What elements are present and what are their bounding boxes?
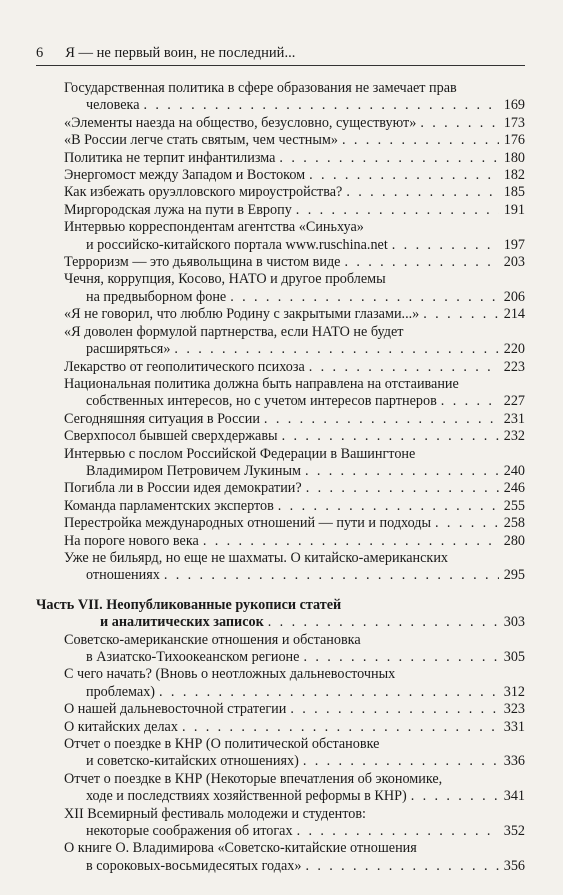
dot-leader (309, 167, 499, 184)
toc-entry-line (64, 463, 525, 480)
toc-entry-title: Перестройка международных отношений — пути и подходы (64, 515, 432, 532)
toc-entry-line (64, 632, 525, 649)
dot-leader (342, 132, 499, 149)
dot-leader (303, 649, 499, 666)
running-title: Я — не первый воин, не последний... (65, 45, 296, 61)
dot-leader (297, 823, 499, 840)
toc-entry-title: «Элементы наезда на общество, безусловно, существуют» (64, 114, 417, 131)
toc-page-number: 246 (503, 480, 525, 497)
toc-entry-title: Сверхпосол бывшей сверхдержавы (64, 428, 278, 445)
dot-leader (230, 289, 499, 306)
dot-leader (182, 719, 499, 736)
toc-entry (64, 515, 525, 532)
toc-page-number: 258 (503, 515, 525, 532)
toc-entry-line (64, 254, 525, 271)
toc-entry-line (64, 533, 525, 550)
toc-page-number: 182 (503, 167, 525, 184)
toc-entry-line (64, 550, 525, 567)
toc-entry-line (64, 684, 525, 701)
dot-leader (282, 428, 499, 445)
toc-entry-title: Часть VII. Неопубликованные рукописи статей (36, 596, 342, 613)
toc-entry-line (64, 666, 525, 683)
toc-page-number: 180 (503, 149, 525, 166)
toc-entry-title: в сороковых-восьмидесятых годах» (86, 857, 302, 874)
toc-entry-title: в Азиатско-Тихоокеанском регионе (86, 649, 300, 665)
toc-page-number: 220 (503, 341, 525, 358)
toc-entry-title: Национальная политика должна быть направлена на отстаивание (64, 375, 459, 392)
toc-entry-line (64, 428, 525, 445)
toc-entry-title: расширяться» (86, 341, 171, 358)
toc-entry-line (64, 567, 525, 584)
toc-entry-line (64, 840, 525, 857)
toc-entry (64, 666, 525, 701)
toc-entry-line (64, 80, 525, 97)
toc-entry-line (64, 411, 525, 428)
toc-entry-line (64, 184, 525, 201)
dot-leader (305, 463, 499, 480)
toc-entry (64, 840, 525, 875)
toc-page-number: 336 (503, 753, 525, 770)
toc-entry (64, 376, 525, 411)
toc-entry-line (64, 324, 525, 341)
toc-entry-title: О китайских делах (64, 718, 178, 735)
toc-entry-title: проблемах) (86, 683, 156, 700)
dot-leader (411, 788, 499, 805)
dot-leader (346, 184, 499, 201)
toc-page-number: 356 (503, 857, 525, 874)
toc-entry (64, 184, 525, 201)
toc-entry (64, 80, 525, 115)
toc-entry-title: XII Всемирный фестиваль молодежи и студентов: (64, 805, 366, 822)
toc-entry-title: Уже не бильярд, но еще не шахматы. О китайско-американских (64, 549, 449, 566)
toc-entry-line (64, 753, 525, 770)
dot-leader (392, 237, 499, 254)
toc-entry-line (64, 806, 525, 823)
toc-entry (64, 306, 525, 323)
toc-entry (64, 219, 525, 254)
toc-page-number: 176 (503, 132, 525, 149)
toc-page-number: 352 (503, 823, 525, 840)
toc-entry-line (64, 237, 525, 254)
toc-entry (64, 736, 525, 771)
toc-entry-line (64, 271, 525, 288)
dot-leader (296, 202, 499, 219)
toc-entry-line (36, 614, 525, 631)
dot-leader (441, 393, 499, 410)
toc-entry-title: и советско-китайских отношениях) (86, 753, 299, 770)
page-number: 6 (36, 45, 44, 61)
toc-page-number: 303 (503, 614, 525, 631)
toc-entry-title: Отчет о поездке в КНР (О политической обстановке (64, 736, 380, 753)
toc-entry-title: Государственная политика в сфере образования не замечает прав (64, 80, 457, 96)
toc-entry (64, 132, 525, 149)
toc-entry-title: Интервью с послом Российской Федерации в Вашингтоне (64, 445, 416, 462)
toc-entry-line (64, 393, 525, 410)
toc-entry-title: Чечня, коррупция, Косово, НАТО и другое проблемы (64, 271, 386, 288)
toc-entry-title: Как избежать оруэлловского мироустройства? (64, 184, 343, 201)
toc-entry (64, 167, 525, 184)
toc-entry-title: Отчет о поездке в КНР (Некоторые впечатления об экономике, (64, 770, 443, 787)
dot-leader (174, 341, 499, 358)
toc-entry-line (64, 701, 525, 718)
dot-leader (344, 254, 499, 271)
toc-entry-title: и аналитических записок (100, 614, 264, 631)
toc-entry-title: ходе и последствиях хозяйственной реформы в КНР) (86, 788, 407, 805)
toc-entry (64, 719, 525, 736)
toc-page-number: 305 (503, 649, 525, 665)
toc-entry-title: человека (86, 97, 140, 114)
toc-entry-title: Миргородская лужа на пути в Европу (64, 201, 292, 218)
toc-entry-title: собственных интересов, но с учетом интересов партнеров (86, 393, 437, 410)
dot-leader (264, 411, 499, 428)
toc-entry-title: Политика не терпит инфантилизма (64, 149, 276, 166)
toc-entry-line (64, 219, 525, 236)
toc-entry (64, 446, 525, 481)
toc-entry-title: на предвыборном фоне (86, 288, 227, 305)
toc-entry (64, 202, 525, 219)
toc-entry-line (64, 498, 525, 515)
toc-entry-title: «В России легче стать святым, чем честным» (64, 132, 338, 149)
dot-leader (435, 515, 499, 532)
toc-entry-line (64, 649, 525, 666)
toc-entry (64, 806, 525, 841)
toc-entry (64, 550, 525, 585)
toc-entry-line (64, 341, 525, 358)
toc-entry (64, 411, 525, 428)
toc-page-number: 231 (503, 410, 525, 427)
dot-leader (303, 753, 499, 770)
toc-entry-line (64, 202, 525, 219)
dot-leader (309, 359, 499, 376)
table-of-contents (36, 80, 525, 875)
toc-entry-line (64, 858, 525, 875)
toc-entry-title: «Я доволен формулой партнерства, если НАТО не будет (64, 323, 404, 340)
toc-entry-title: «Я не говорил, что люблю Родину с закрытыми глазами...» (64, 306, 420, 323)
toc-page-number: 312 (503, 683, 525, 700)
dot-leader (144, 97, 500, 114)
toc-entry-line (64, 167, 525, 184)
toc-page-number: 255 (503, 497, 525, 514)
toc-entry-title: Владимиром Петровичем Лукиным (86, 462, 301, 479)
toc-page-number: 206 (503, 288, 525, 305)
toc-entry (64, 632, 525, 667)
toc-entry (64, 271, 525, 306)
toc-entry-title: Команда парламентских экспертов (64, 497, 274, 514)
toc-page-number: 323 (503, 701, 525, 718)
toc-entry-line (64, 719, 525, 736)
toc-page-number: 203 (503, 254, 525, 271)
toc-entry (64, 254, 525, 271)
toc-entry-line (64, 132, 525, 149)
toc-page-number: 295 (503, 567, 525, 584)
toc-entry-line (64, 823, 525, 840)
toc-entry-title: и российско-китайского портала www.ruschina.net (86, 236, 388, 253)
toc-entry-line (64, 480, 525, 497)
toc-entry (64, 771, 525, 806)
toc-entry (64, 498, 525, 515)
toc-page-number: 232 (503, 428, 525, 445)
toc-entry-title: Энергомост между Западом и Востоком (64, 167, 306, 184)
toc-entry-line (64, 306, 525, 323)
toc-entry-line (36, 597, 525, 614)
dot-leader (420, 115, 499, 132)
toc-entry-title: О книге О. Владимирова «Советско-китайские отношения (64, 840, 417, 857)
toc-entry-title: Советско-американские отношения и обстановка (64, 631, 361, 648)
dot-leader (279, 150, 499, 167)
toc-entry-title: О нашей дальневосточной стратегии (64, 701, 287, 718)
toc-entry (64, 150, 525, 167)
toc-entry-title: На пороге нового века (64, 532, 199, 549)
toc-entry-line (64, 289, 525, 306)
toc-page-number: 169 (503, 97, 525, 114)
toc-page-number: 191 (503, 201, 525, 218)
toc-part-heading (36, 597, 525, 632)
dot-leader (159, 684, 499, 701)
toc-entry-line (64, 150, 525, 167)
toc-entry (64, 480, 525, 497)
toc-entry (64, 428, 525, 445)
toc-entry (64, 359, 525, 376)
toc-entry-line (64, 515, 525, 532)
toc-entry-line (64, 771, 525, 788)
toc-page-number: 240 (503, 462, 525, 479)
toc-page-number: 227 (503, 393, 525, 410)
toc-entry-title: отношениях (86, 567, 160, 584)
toc-page-number: 173 (503, 114, 525, 131)
toc-entry-line (64, 788, 525, 805)
toc-entry-line (64, 359, 525, 376)
toc-entry-title: Сегодняшняя ситуация в России (64, 410, 260, 427)
toc-entry-title: Погибла ли в России идея демократии? (64, 480, 302, 497)
dot-leader (278, 498, 499, 515)
running-header (36, 44, 525, 66)
toc-page-number: 341 (503, 788, 525, 805)
toc-entry-title: Лекарство от геополитического психоза (64, 358, 305, 375)
toc-entry-title: Интервью корреспондентам агентства «Синьхуа» (64, 219, 364, 236)
toc-page-number: 280 (503, 532, 525, 549)
toc-page-number: 185 (503, 184, 525, 201)
toc-page-number: 197 (503, 236, 525, 253)
toc-page-number: 214 (503, 306, 525, 323)
toc-entry (64, 115, 525, 132)
toc-entry (64, 324, 525, 359)
dot-leader (305, 858, 499, 875)
dot-leader (423, 306, 499, 323)
toc-entry-title: некоторые соображения об итогах (86, 823, 293, 840)
toc-entry-line (64, 736, 525, 753)
toc-page-number: 223 (503, 358, 525, 375)
toc-entry-title: Терроризм — это дьявольщина в чистом виде (64, 254, 341, 271)
toc-entry-line (64, 446, 525, 463)
toc-entry-line (64, 97, 525, 114)
toc-entry (64, 701, 525, 718)
dot-leader (164, 567, 499, 584)
toc-entry-title: С чего начать? (Вновь о неотложных дальневосточных (64, 666, 396, 683)
dot-leader (306, 480, 499, 497)
dot-leader (290, 701, 499, 718)
toc-entry-line (64, 376, 525, 393)
dot-leader (203, 533, 499, 550)
dot-leader (268, 614, 499, 631)
toc-entry (64, 533, 525, 550)
toc-entry-line (64, 115, 525, 132)
toc-page-number: 331 (503, 718, 525, 735)
